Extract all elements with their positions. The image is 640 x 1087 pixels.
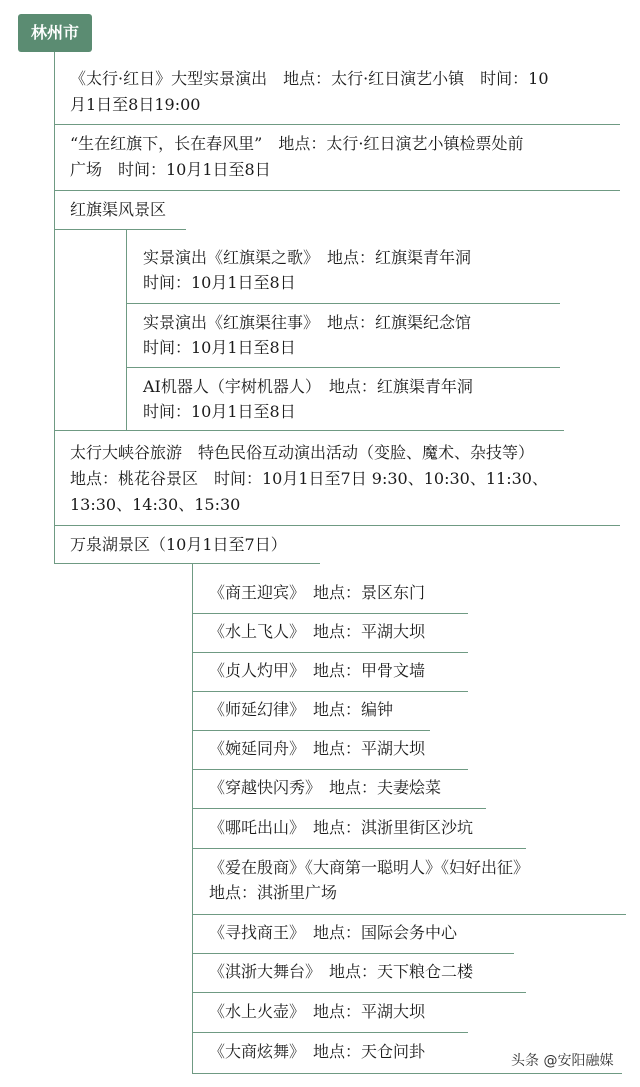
- separator: [54, 525, 620, 526]
- section-title-wanquanhu: 万泉湖景区（10月1日至7日）: [70, 535, 287, 554]
- hongqiqu-event-3-line2: 时间：10月1日至8日: [143, 402, 296, 421]
- event-taihang-canyon-line2: 地点：桃花谷景区 时间：10月1日至7日 9:30、10:30、11:30、: [70, 469, 548, 488]
- tree-line-hongqiqu: [126, 229, 127, 430]
- separator: [192, 848, 526, 849]
- event-hongqi-chunfeng-line2: 广场 时间：10月1日至8日: [70, 160, 271, 179]
- tree-line-wanquanhu: [192, 563, 193, 1073]
- separator: [192, 953, 514, 954]
- event-taihang-canyon-line3: 13:30、14:30、15:30: [70, 495, 241, 514]
- wanquanhu-event-10: 《淇浙大舞台》 地点：天下粮仓二楼: [209, 962, 474, 981]
- separator: [192, 992, 526, 993]
- separator: [192, 1032, 468, 1033]
- wanquanhu-event-6: 《穿越快闪秀》 地点：夫妻烩菜: [209, 778, 442, 797]
- wanquanhu-event-1: 《商王迎宾》 地点：景区东门: [209, 583, 426, 602]
- hongqiqu-event-1-line2: 时间：10月1日至8日: [143, 273, 296, 292]
- city-badge: 林州市: [18, 14, 92, 52]
- wanquanhu-event-3: 《贞人灼甲》 地点：甲骨文墙: [209, 661, 426, 680]
- wanquanhu-event-9: 《寻找商王》 地点：国际会务中心: [209, 923, 458, 942]
- wanquanhu-event-8-line1: 《爱在殷商》《大商第一聪明人》《妇好出征》: [209, 858, 530, 877]
- separator: [192, 652, 468, 653]
- section-title-hongqiqu: 红旗渠风景区: [70, 200, 167, 219]
- tree-line-main: [54, 52, 55, 563]
- separator: [192, 613, 468, 614]
- separator: [192, 914, 626, 915]
- wanquanhu-event-4: 《师延幻律》 地点：编钟: [209, 700, 394, 719]
- separator: [54, 563, 320, 564]
- hongqiqu-event-1-line1: 实景演出《红旗渠之歌》 地点：红旗渠青年洞: [143, 248, 472, 267]
- hongqiqu-event-3-line1: AI机器人（宇树机器人） 地点：红旗渠青年洞: [143, 377, 473, 396]
- hongqiqu-event-2-line2: 时间：10月1日至8日: [143, 338, 296, 357]
- wanquanhu-event-7: 《哪吒出山》 地点：淇浙里街区沙坑: [209, 818, 474, 837]
- separator: [192, 808, 486, 809]
- separator: [192, 769, 468, 770]
- separator: [192, 730, 430, 731]
- separator: [126, 367, 560, 368]
- wanquanhu-event-2: 《水上飞人》 地点：平湖大坝: [209, 622, 426, 641]
- wanquanhu-event-5: 《婉延同舟》 地点：平湖大坝: [209, 739, 426, 758]
- event-taihang-hongri-line1: 《太行·红日》大型实景演出 地点：太行·红日演艺小镇 时间：10: [70, 69, 549, 88]
- separator: [54, 124, 620, 125]
- source-watermark: 头条 @安阳融媒: [511, 1053, 614, 1069]
- wanquanhu-event-12: 《大商炫舞》 地点：天仓问卦: [209, 1042, 426, 1061]
- separator: [54, 229, 186, 230]
- hongqiqu-event-2-line1: 实景演出《红旗渠往事》 地点：红旗渠纪念馆: [143, 313, 472, 332]
- event-taihang-canyon-line1: 太行大峡谷旅游 特色民俗互动演出活动（变脸、魔术、杂技等）: [70, 443, 535, 462]
- event-taihang-hongri-line2: 月1日至8日19:00: [70, 95, 201, 114]
- separator: [54, 190, 620, 191]
- separator: [126, 303, 560, 304]
- event-hongqi-chunfeng-line1: “生在红旗下，长在春风里” 地点：太行·红日演艺小镇检票处前: [70, 134, 524, 153]
- separator: [192, 691, 468, 692]
- wanquanhu-event-8-line2: 地点：淇浙里广场: [209, 883, 338, 902]
- wanquanhu-event-11: 《水上火壶》 地点：平湖大坝: [209, 1002, 426, 1021]
- separator: [54, 430, 564, 431]
- separator: [192, 1073, 622, 1074]
